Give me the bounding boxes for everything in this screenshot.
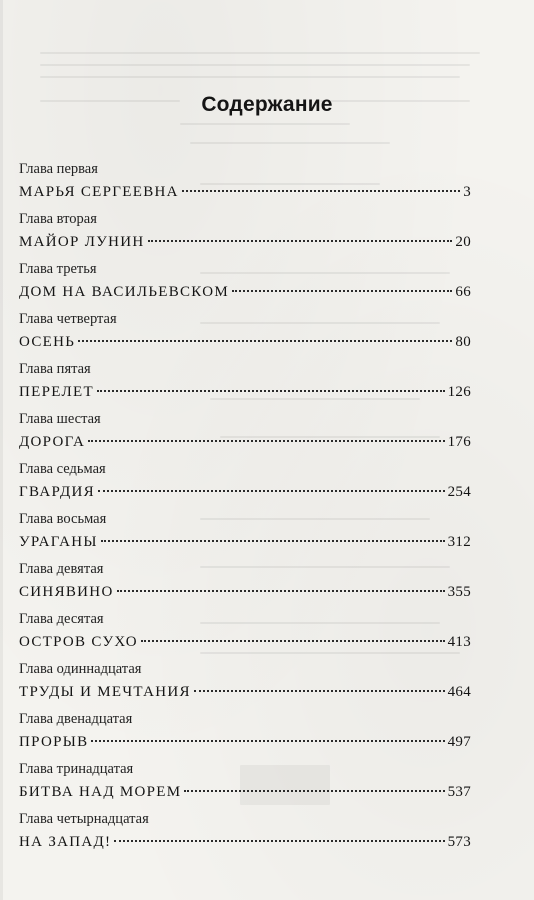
page-number: 80 (455, 334, 471, 350)
chapter-label: Глава тринадцатая (19, 761, 134, 777)
page-number: 176 (447, 434, 471, 450)
chapter-title: ОСЕНЬ (19, 334, 76, 350)
toc-entry[interactable] (19, 160, 471, 210)
dot-leader (91, 740, 444, 742)
dot-leader (194, 690, 445, 692)
page-number: 66 (455, 284, 471, 300)
toc-entry-line (19, 232, 471, 252)
chapter-label: Глава четырнадцатая (19, 811, 149, 827)
toc-entry-line (19, 732, 471, 752)
table-of-contents (19, 160, 471, 860)
chapter-label: Глава двенадцатая (19, 711, 133, 727)
page-number: 413 (447, 634, 471, 650)
toc-entry-line (19, 432, 471, 452)
chapter-label: Глава седьмая (19, 461, 106, 477)
dot-leader (148, 240, 453, 242)
dot-leader (98, 490, 445, 492)
bleed-through-line (40, 76, 460, 78)
dot-leader (184, 790, 444, 792)
dot-leader (117, 590, 445, 592)
chapter-title: УРАГАНЫ (19, 534, 98, 550)
page-number: 464 (447, 684, 471, 700)
dot-leader (97, 390, 445, 392)
dot-leader (232, 290, 452, 292)
chapter-title: БИТВА НАД МОРЕМ (19, 784, 182, 800)
bleed-through-line (190, 142, 390, 144)
toc-entry[interactable] (19, 360, 471, 410)
chapter-label: Глава вторая (19, 211, 97, 227)
chapter-title: ГВАРДИЯ (19, 484, 95, 500)
page-number: 254 (447, 484, 471, 500)
page-number: 537 (447, 784, 471, 800)
toc-entry[interactable] (19, 260, 471, 310)
toc-entry-line (19, 782, 471, 802)
toc-entry[interactable] (19, 660, 471, 710)
chapter-label: Глава четвертая (19, 311, 117, 327)
page-number: 573 (447, 834, 471, 850)
toc-entry-line (19, 832, 471, 852)
toc-entry[interactable] (19, 610, 471, 660)
page-number: 497 (447, 734, 471, 750)
dot-leader (101, 540, 445, 542)
toc-entry-line (19, 632, 471, 652)
chapter-title: МАРЬЯ СЕРГЕЕВНА (19, 184, 179, 200)
chapter-label: Глава одиннадцатая (19, 661, 142, 677)
toc-entry-line (19, 282, 471, 302)
bleed-through-line (180, 123, 350, 125)
toc-entry[interactable] (19, 710, 471, 760)
toc-entry[interactable] (19, 460, 471, 510)
page-number: 355 (447, 584, 471, 600)
bleed-through-line (40, 52, 480, 54)
chapter-label: Глава пятая (19, 361, 91, 377)
bleed-through-line (40, 64, 470, 66)
chapter-label: Глава десятая (19, 611, 104, 627)
chapter-title: ПРОРЫВ (19, 734, 89, 750)
page-number: 3 (463, 184, 471, 200)
chapter-title: МАЙОР ЛУНИН (19, 234, 145, 250)
page-number: 20 (455, 234, 471, 250)
dot-leader (78, 340, 452, 342)
chapter-label: Глава шестая (19, 411, 101, 427)
toc-entry[interactable] (19, 760, 471, 810)
dot-leader (141, 640, 445, 642)
toc-entry-line (19, 182, 471, 202)
page-title: Содержание (201, 93, 333, 116)
chapter-title: ДОМ НА ВАСИЛЬЕВСКОМ (19, 284, 230, 300)
toc-entry[interactable] (19, 210, 471, 260)
toc-entry[interactable] (19, 310, 471, 360)
dot-leader (114, 840, 444, 842)
dot-leader (182, 190, 460, 192)
toc-entry-line (19, 482, 471, 502)
page-number: 126 (447, 384, 471, 400)
chapter-title: ДОРОГА (19, 434, 86, 450)
chapter-title: СИНЯВИНО (19, 584, 114, 600)
toc-entry-line (19, 682, 471, 702)
chapter-label: Глава девятая (19, 561, 104, 577)
toc-entry[interactable] (19, 560, 471, 610)
toc-entry[interactable] (19, 510, 471, 560)
toc-entry[interactable] (19, 810, 471, 860)
chapter-label: Глава третья (19, 261, 97, 277)
chapter-title: ПЕРЕЛЕТ (19, 384, 94, 400)
toc-entry-line (19, 332, 471, 352)
dot-leader (88, 440, 445, 442)
toc-entry-line (19, 532, 471, 552)
toc-entry-line (19, 582, 471, 602)
page-number: 312 (447, 534, 471, 550)
chapter-label: Глава первая (19, 161, 98, 177)
chapter-title: ОСТРОВ СУХО (19, 634, 138, 650)
chapter-title: ТРУДЫ И МЕЧТАНИЯ (19, 684, 191, 700)
toc-entry-line (19, 382, 471, 402)
toc-entry[interactable] (19, 410, 471, 460)
chapter-title: НА ЗАПАД! (19, 834, 112, 850)
page-edge-shadow (0, 0, 3, 900)
chapter-label: Глава восьмая (19, 511, 107, 527)
